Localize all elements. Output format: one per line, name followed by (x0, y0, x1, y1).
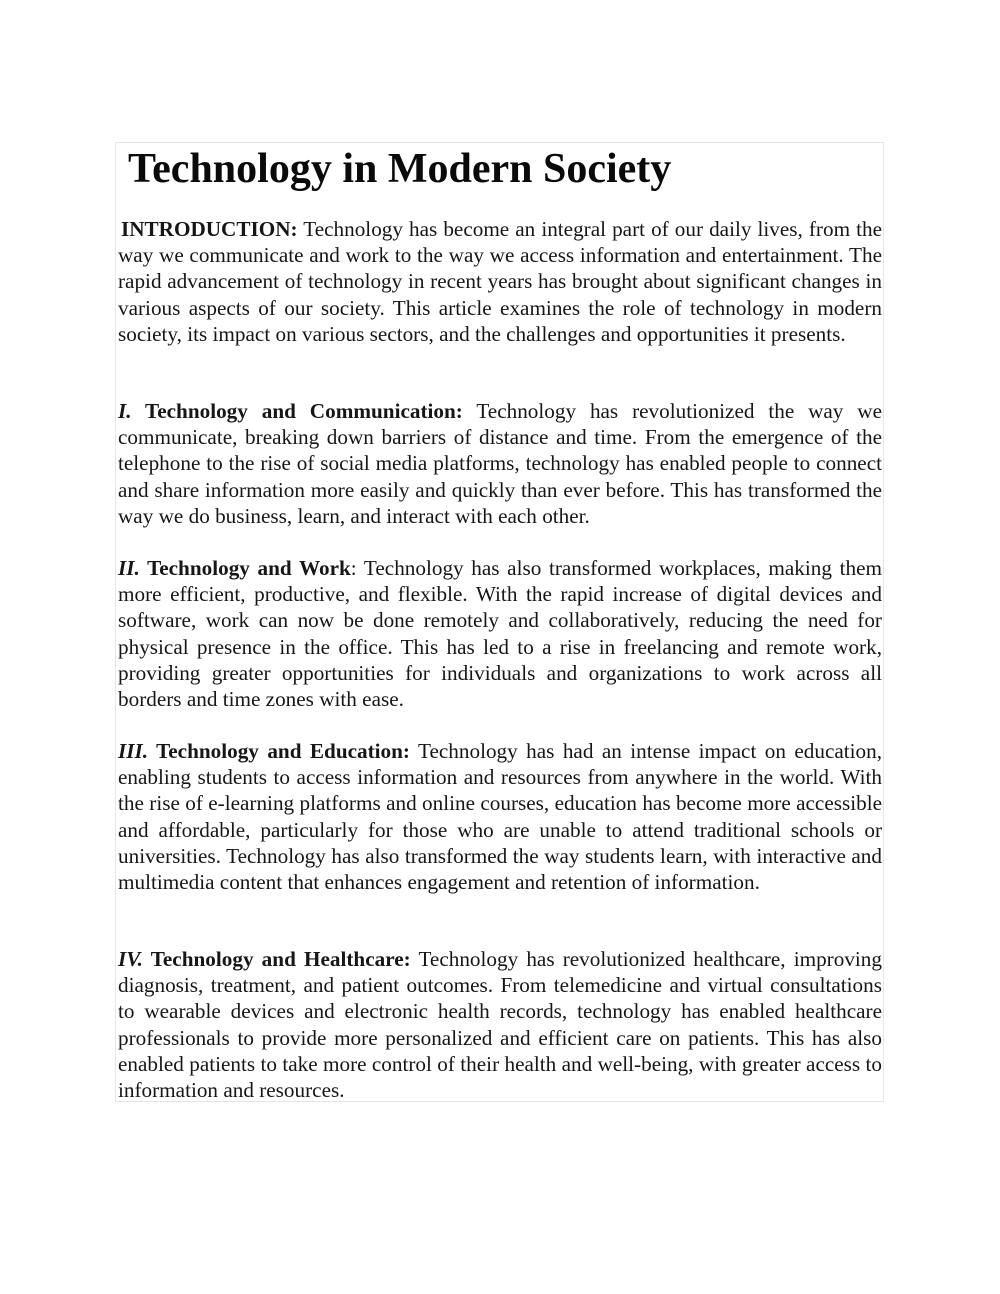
section-communication (118, 398, 882, 529)
section-text: Technology has revolutionized the way we communicate, breaking down barriers of distance and time. From the emergence of the telephone to the rise of social media platforms, technology has enabled people to connect and share information more easily and quickly than ever before. This has transformed the way we do business, learn, and interact with each other. (118, 399, 882, 528)
section-text: Technology has revolutionized healthcare, improving diagnosis, treatment, and patient outcomes. From telemedicine and virtual consultations to wearable devices and electronic health records, technology has enabled healthcare professionals to provide more personalized and efficient care on patients. This has also enabled patients to take more control of their health and well-being, with greater access to information and resources. (118, 947, 882, 1103)
section-text: Technology has also transformed workplaces, making them more efficient, productive, and flexible. With the rapid increase of digital devices and software, work can now be done remotely and collaboratively, reducing the need for physical presence in the office. This has led to a rise in freelancing and remote work, providing greater opportunities for individuals and organizations to work across all borders and time zones with ease. (118, 556, 882, 712)
introduction-text: Technology has become an integral part of our daily lives, from the way we communicate and work to the way we access information and entertainment. The rapid advancement of technology in recent years has brought about significant changes in various aspects of our society. This article examines the role of technology in modern society, its impact on various sectors, and the challenges and opportunities it presents. (118, 217, 882, 346)
section-heading: Technology and Work (139, 556, 351, 580)
section-heading: Technology and Communication: (131, 399, 463, 423)
section-work (118, 555, 882, 712)
introduction-paragraph (118, 216, 882, 347)
section-heading: Technology and Education: (148, 739, 410, 763)
section-numeral: III. (118, 739, 149, 763)
section-healthcare (118, 946, 882, 1103)
section-numeral: IV. (118, 947, 143, 971)
section-heading-suffix: : (350, 556, 357, 580)
section-numeral: II. (118, 556, 140, 580)
introduction-label: INTRODUCTION: (121, 217, 298, 241)
document-title: Technology in Modern Society (128, 146, 672, 192)
section-heading: Technology and Healthcare: (142, 947, 411, 971)
section-numeral: I. (118, 399, 132, 423)
section-text: Technology has had an intense impact on education, enabling students to access information and resources from anywhere in the world. With the rise of e-learning platforms and online courses, education has become more accessible and affordable, particularly for those who are unable to attend traditional schools or universities. Technology has also transformed the way students learn, with interactive and multimedia content that enhances engagement and retention of information. (118, 739, 883, 895)
section-education (118, 738, 882, 895)
